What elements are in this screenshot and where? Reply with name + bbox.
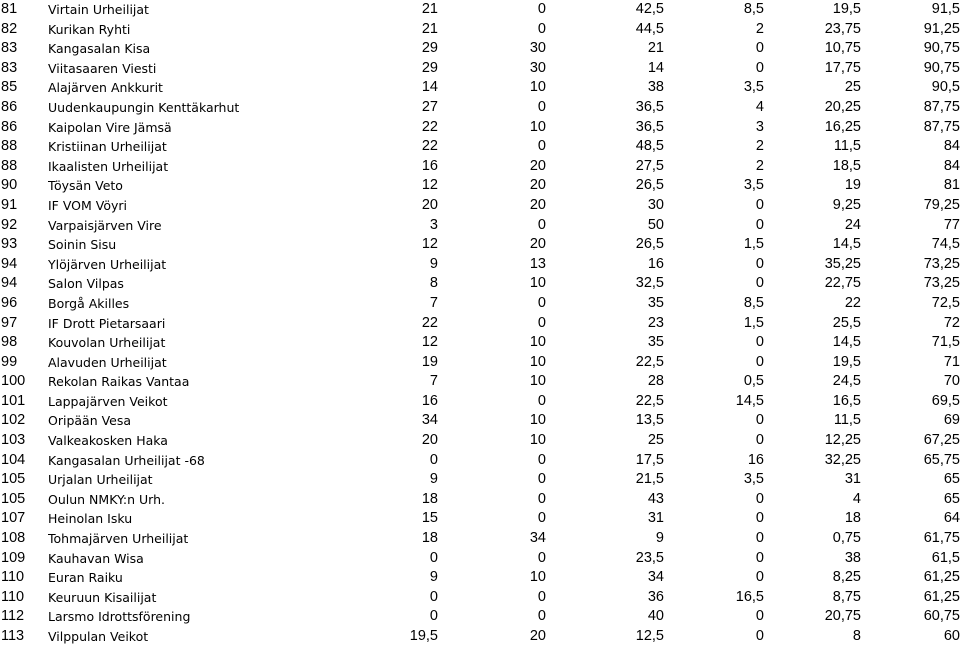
rank-cell: 83 [1,40,18,57]
points-d-cell: 3 [755,118,764,135]
points-a-cell: 9 [429,569,438,586]
points-d-cell: 1,5 [743,314,764,331]
table-row [0,627,960,647]
points-a-cell: 0 [429,451,438,468]
points-a-cell: 20 [421,196,438,213]
points-c-cell: 38 [647,79,664,96]
points-d-cell: 0 [755,40,764,57]
table-row [0,549,960,569]
club-name-cell: Töysän Veto [48,178,123,194]
table-row [0,59,960,79]
points-e-cell: 25,5 [832,314,861,331]
points-c-cell: 36,5 [635,118,664,135]
points-e-cell: 10,75 [824,40,861,57]
club-name-cell: Ylöjärven Urheilijat [48,256,167,272]
total-points-cell: 61,75 [923,530,960,547]
table-row [0,333,960,353]
rank-cell: 102 [1,412,26,429]
points-a-cell: 22 [421,138,438,155]
club-name-cell: Oulun NMKY:n Urh. [48,491,165,507]
total-points-cell: 65,75 [923,451,960,468]
points-b-cell: 10 [529,412,546,429]
points-e-cell: 19,5 [832,1,861,17]
points-a-cell: 7 [429,373,438,390]
club-name-cell: Kurikan Ryhti [48,21,131,37]
points-d-cell: 0,5 [743,373,764,390]
rank-cell: 94 [1,255,18,272]
rank-cell: 107 [1,510,26,527]
points-c-cell: 12,5 [635,628,664,644]
total-points-cell: 70 [943,373,960,390]
rank-cell: 86 [1,118,18,135]
rank-cell: 86 [1,98,18,115]
table-row [0,176,960,196]
table-row [0,392,960,412]
points-b-cell: 0 [537,549,546,566]
points-d-cell: 2 [755,157,764,174]
points-d-cell: 0 [755,275,764,292]
table-row [0,529,960,549]
table-row [0,451,960,471]
club-name-cell: Soinin Sisu [48,237,117,253]
points-c-cell: 21 [647,40,664,57]
points-b-cell: 10 [529,373,546,390]
club-name-cell: Virtain Urheilijat [48,2,149,17]
rank-cell: 100 [1,373,26,390]
points-a-cell: 9 [429,471,438,488]
table-row [0,509,960,529]
rank-cell: 91 [1,196,18,213]
club-name-cell: Euran Raiku [48,570,123,586]
rank-cell: 105 [1,471,26,488]
points-b-cell: 10 [529,275,546,292]
points-b-cell: 10 [529,334,546,351]
table-row [0,470,960,490]
points-d-cell: 0 [755,432,764,449]
table-row [0,216,960,236]
points-a-cell: 34 [421,412,438,429]
total-points-cell: 65 [943,490,960,507]
points-c-cell: 32,5 [635,275,664,292]
rank-cell: 82 [1,20,18,37]
club-name-cell: Kouvolan Urheilijat [48,335,166,351]
table-row [0,98,960,118]
club-name-cell: Alajärven Ankkurit [48,80,163,96]
table-row [0,274,960,294]
points-b-cell: 34 [529,530,546,547]
points-c-cell: 36,5 [635,98,664,115]
points-b-cell: 20 [529,196,546,213]
points-e-cell: 38 [844,549,861,566]
points-c-cell: 13,5 [635,412,664,429]
club-name-cell: Borgå Akilles [48,295,130,311]
rank-cell: 85 [1,79,18,96]
points-a-cell: 9 [429,255,438,272]
table-row [0,431,960,451]
points-e-cell: 8,25 [832,569,861,586]
club-name-cell: IF VOM Vöyri [48,197,128,213]
points-e-cell: 4 [852,490,861,507]
club-name-cell: Lappajärven Veikot [48,393,168,409]
points-d-cell: 2 [755,138,764,155]
points-c-cell: 48,5 [635,138,664,155]
points-a-cell: 12 [421,236,438,253]
points-d-cell: 4 [755,98,764,115]
points-c-cell: 25 [647,432,664,449]
points-b-cell: 20 [529,157,546,174]
total-points-cell: 90,75 [923,40,960,57]
total-points-cell: 81 [943,177,960,194]
points-e-cell: 22,75 [824,275,861,292]
points-a-cell: 18 [421,490,438,507]
points-d-cell: 0 [755,549,764,566]
points-d-cell: 1,5 [743,236,764,253]
rank-cell: 81 [1,1,18,17]
club-name-cell: Salon Vilpas [48,276,124,292]
points-a-cell: 7 [429,294,438,311]
points-d-cell: 0 [755,196,764,213]
table-row [0,118,960,138]
points-b-cell: 0 [537,451,546,468]
total-points-cell: 69,5 [931,392,960,409]
points-a-cell: 22 [421,314,438,331]
total-points-cell: 72,5 [931,294,960,311]
points-b-cell: 0 [537,471,546,488]
rank-cell: 93 [1,236,18,253]
rank-cell: 90 [1,177,18,194]
club-name-cell: Keuruun Kisailijat [48,589,157,605]
points-b-cell: 0 [537,216,546,233]
total-points-cell: 87,75 [923,98,960,115]
points-d-cell: 0 [755,353,764,370]
total-points-cell: 65 [943,471,960,488]
points-e-cell: 19,5 [832,353,861,370]
club-name-cell: Tohmajärven Urheilijat [48,531,189,547]
club-name-cell: Vilppulan Veikot [48,629,149,644]
table-row [0,490,960,510]
club-name-cell: Viitasaaren Viesti [48,60,157,76]
total-points-cell: 84 [943,138,960,155]
points-a-cell: 12 [421,334,438,351]
table-row [0,372,960,392]
points-c-cell: 40 [647,608,664,625]
points-e-cell: 16,25 [824,118,861,135]
points-e-cell: 18 [844,510,861,527]
points-b-cell: 0 [537,1,546,17]
total-points-cell: 71 [943,353,960,370]
points-c-cell: 30 [647,196,664,213]
points-c-cell: 9 [655,530,664,547]
total-points-cell: 73,25 [923,255,960,272]
points-a-cell: 19 [421,353,438,370]
points-a-cell: 0 [429,608,438,625]
points-b-cell: 0 [537,510,546,527]
points-c-cell: 35 [647,294,664,311]
points-c-cell: 43 [647,490,664,507]
points-a-cell: 8 [429,275,438,292]
rank-cell: 88 [1,157,18,174]
table-row [0,411,960,431]
club-name-cell: Heinolan Isku [48,511,133,527]
total-points-cell: 87,75 [923,118,960,135]
points-b-cell: 30 [529,59,546,76]
points-c-cell: 21,5 [635,471,664,488]
points-e-cell: 14,5 [832,334,861,351]
club-name-cell: Uudenkaupungin Kenttäkarhut [48,99,240,115]
points-d-cell: 3,5 [743,177,764,194]
club-name-cell: Alavuden Urheilijat [48,354,167,370]
points-e-cell: 23,75 [824,20,861,37]
points-d-cell: 0 [755,216,764,233]
club-name-cell: IF Drott Pietarsaari [48,315,166,331]
points-b-cell: 30 [529,40,546,57]
rank-cell: 104 [1,451,26,468]
total-points-cell: 69 [943,412,960,429]
table-row [0,588,960,608]
points-c-cell: 22,5 [635,353,664,370]
total-points-cell: 90,75 [923,59,960,76]
club-name-cell: Valkeakosken Haka [48,433,168,449]
points-d-cell: 0 [755,255,764,272]
table-row [0,78,960,98]
points-a-cell: 14 [421,79,438,96]
points-d-cell: 0 [755,608,764,625]
rank-cell: 83 [1,59,18,76]
points-c-cell: 14 [647,59,664,76]
points-a-cell: 16 [421,157,438,174]
points-b-cell: 0 [537,98,546,115]
points-b-cell: 10 [529,79,546,96]
table-row [0,255,960,275]
total-points-cell: 61,5 [931,549,960,566]
points-a-cell: 20 [421,432,438,449]
rank-cell: 97 [1,314,18,331]
points-c-cell: 23,5 [635,549,664,566]
points-e-cell: 8 [852,628,861,644]
points-e-cell: 24,5 [832,373,861,390]
points-d-cell: 0 [755,510,764,527]
table-row [0,196,960,216]
table-row [0,137,960,157]
points-a-cell: 22 [421,118,438,135]
table-row [0,314,960,334]
points-e-cell: 35,25 [824,255,861,272]
points-c-cell: 26,5 [635,236,664,253]
points-b-cell: 0 [537,20,546,37]
points-b-cell: 20 [529,177,546,194]
points-e-cell: 20,75 [824,608,861,625]
points-a-cell: 0 [429,588,438,605]
points-c-cell: 50 [647,216,664,233]
points-c-cell: 36 [647,588,664,605]
rank-cell: 109 [1,549,26,566]
points-d-cell: 3,5 [743,471,764,488]
points-c-cell: 22,5 [635,392,664,409]
points-b-cell: 20 [529,628,546,644]
club-name-cell: Kauhavan Wisa [48,550,144,566]
points-d-cell: 14,5 [735,392,764,409]
rank-cell: 98 [1,334,18,351]
points-b-cell: 0 [537,392,546,409]
points-d-cell: 8,5 [743,294,764,311]
points-d-cell: 0 [755,490,764,507]
table-row [0,607,960,627]
rank-cell: 94 [1,275,18,292]
points-b-cell: 0 [537,294,546,311]
table-row [0,294,960,314]
points-a-cell: 3 [429,216,438,233]
rank-cell: 110 [1,569,25,586]
points-b-cell: 0 [537,608,546,625]
points-e-cell: 19 [844,177,861,194]
total-points-cell: 60 [943,628,960,644]
table-row [0,0,960,20]
rank-cell: 99 [1,353,18,370]
points-a-cell: 21 [421,1,438,17]
rank-cell: 103 [1,432,26,449]
points-c-cell: 31 [647,510,664,527]
club-name-cell: Varpaisjärven Vire [48,217,162,233]
points-b-cell: 10 [529,118,546,135]
rank-cell: 105 [1,490,26,507]
points-d-cell: 0 [755,628,764,644]
points-b-cell: 13 [529,255,546,272]
total-points-cell: 79,25 [923,196,960,213]
points-e-cell: 17,75 [824,59,861,76]
points-c-cell: 26,5 [635,177,664,194]
points-d-cell: 0 [755,412,764,429]
points-b-cell: 10 [529,353,546,370]
points-e-cell: 24 [844,216,861,233]
rank-cell: 101 [1,392,26,409]
total-points-cell: 61,25 [923,569,960,586]
points-a-cell: 18 [421,530,438,547]
club-name-cell: Kaipolan Vire Jämsä [48,119,172,135]
points-e-cell: 20,25 [824,98,861,115]
points-a-cell: 27 [421,98,438,115]
club-name-cell: Kangasalan Urheilijat -68 [48,452,205,468]
rank-cell: 110 [1,588,25,605]
club-name-cell: Larsmo Idrottsförening [48,609,191,625]
points-b-cell: 0 [537,588,546,605]
points-e-cell: 31 [844,471,861,488]
total-points-cell: 91,25 [923,20,960,37]
points-d-cell: 0 [755,59,764,76]
rank-cell: 112 [1,608,25,625]
club-name-cell: Rekolan Raikas Vantaa [48,374,190,390]
points-e-cell: 32,25 [824,451,861,468]
table-row [0,353,960,373]
points-c-cell: 17,5 [635,451,664,468]
points-d-cell: 8,5 [743,1,764,17]
table-row [0,20,960,40]
club-name-cell: Kangasalan Kisa [48,41,151,57]
points-d-cell: 0 [755,569,764,586]
total-points-cell: 64 [943,510,960,527]
table-row [0,157,960,177]
points-a-cell: 19,5 [409,628,438,644]
club-name-cell: Urjalan Urheilijat [48,472,153,488]
points-e-cell: 9,25 [832,196,861,213]
points-e-cell: 11,5 [833,138,861,155]
points-a-cell: 29 [421,40,438,57]
rank-cell: 96 [1,294,18,311]
points-c-cell: 28 [647,373,664,390]
points-e-cell: 8,75 [832,588,861,605]
rank-cell: 113 [1,628,25,644]
points-d-cell: 0 [755,334,764,351]
points-e-cell: 0,75 [832,530,861,547]
points-e-cell: 25 [844,79,861,96]
points-b-cell: 0 [537,138,546,155]
points-a-cell: 15 [421,510,438,527]
points-d-cell: 16 [747,451,764,468]
points-a-cell: 29 [421,59,438,76]
points-e-cell: 22 [844,294,861,311]
total-points-cell: 74,5 [931,236,960,253]
table-row [0,235,960,255]
points-b-cell: 0 [537,490,546,507]
table-row [0,568,960,588]
points-d-cell: 3,5 [743,79,764,96]
total-points-cell: 91,5 [931,1,960,17]
points-a-cell: 12 [421,177,438,194]
total-points-cell: 73,25 [923,275,960,292]
rank-cell: 108 [1,530,26,547]
total-points-cell: 61,25 [923,588,960,605]
points-e-cell: 11,5 [833,412,861,429]
total-points-cell: 72 [943,314,960,331]
total-points-cell: 67,25 [923,432,960,449]
points-b-cell: 10 [529,569,546,586]
rank-cell: 88 [1,138,18,155]
points-c-cell: 35 [647,334,664,351]
points-a-cell: 21 [421,20,438,37]
points-b-cell: 20 [529,236,546,253]
points-a-cell: 0 [429,549,438,566]
total-points-cell: 77 [943,216,960,233]
points-e-cell: 12,25 [824,432,861,449]
points-c-cell: 23 [647,314,664,331]
points-d-cell: 16,5 [735,588,764,605]
points-c-cell: 27,5 [635,157,664,174]
club-name-cell: Kristiinan Urheilijat [48,139,167,155]
club-name-cell: Oripään Vesa [48,413,132,429]
total-points-cell: 84 [943,157,960,174]
points-c-cell: 42,5 [635,1,664,17]
points-e-cell: 16,5 [832,392,861,409]
points-e-cell: 18,5 [832,157,861,174]
club-name-cell: Ikaalisten Urheilijat [48,158,169,174]
total-points-cell: 60,75 [923,608,960,625]
points-c-cell: 44,5 [635,20,664,37]
points-b-cell: 10 [529,432,546,449]
points-a-cell: 16 [421,392,438,409]
total-points-cell: 71,5 [931,334,960,351]
total-points-cell: 90,5 [931,79,960,96]
table-row [0,39,960,59]
points-d-cell: 0 [755,530,764,547]
points-d-cell: 2 [755,20,764,37]
rank-cell: 92 [1,216,18,233]
points-c-cell: 16 [647,255,664,272]
points-c-cell: 34 [647,569,664,586]
points-e-cell: 14,5 [832,236,861,253]
points-b-cell: 0 [537,314,546,331]
